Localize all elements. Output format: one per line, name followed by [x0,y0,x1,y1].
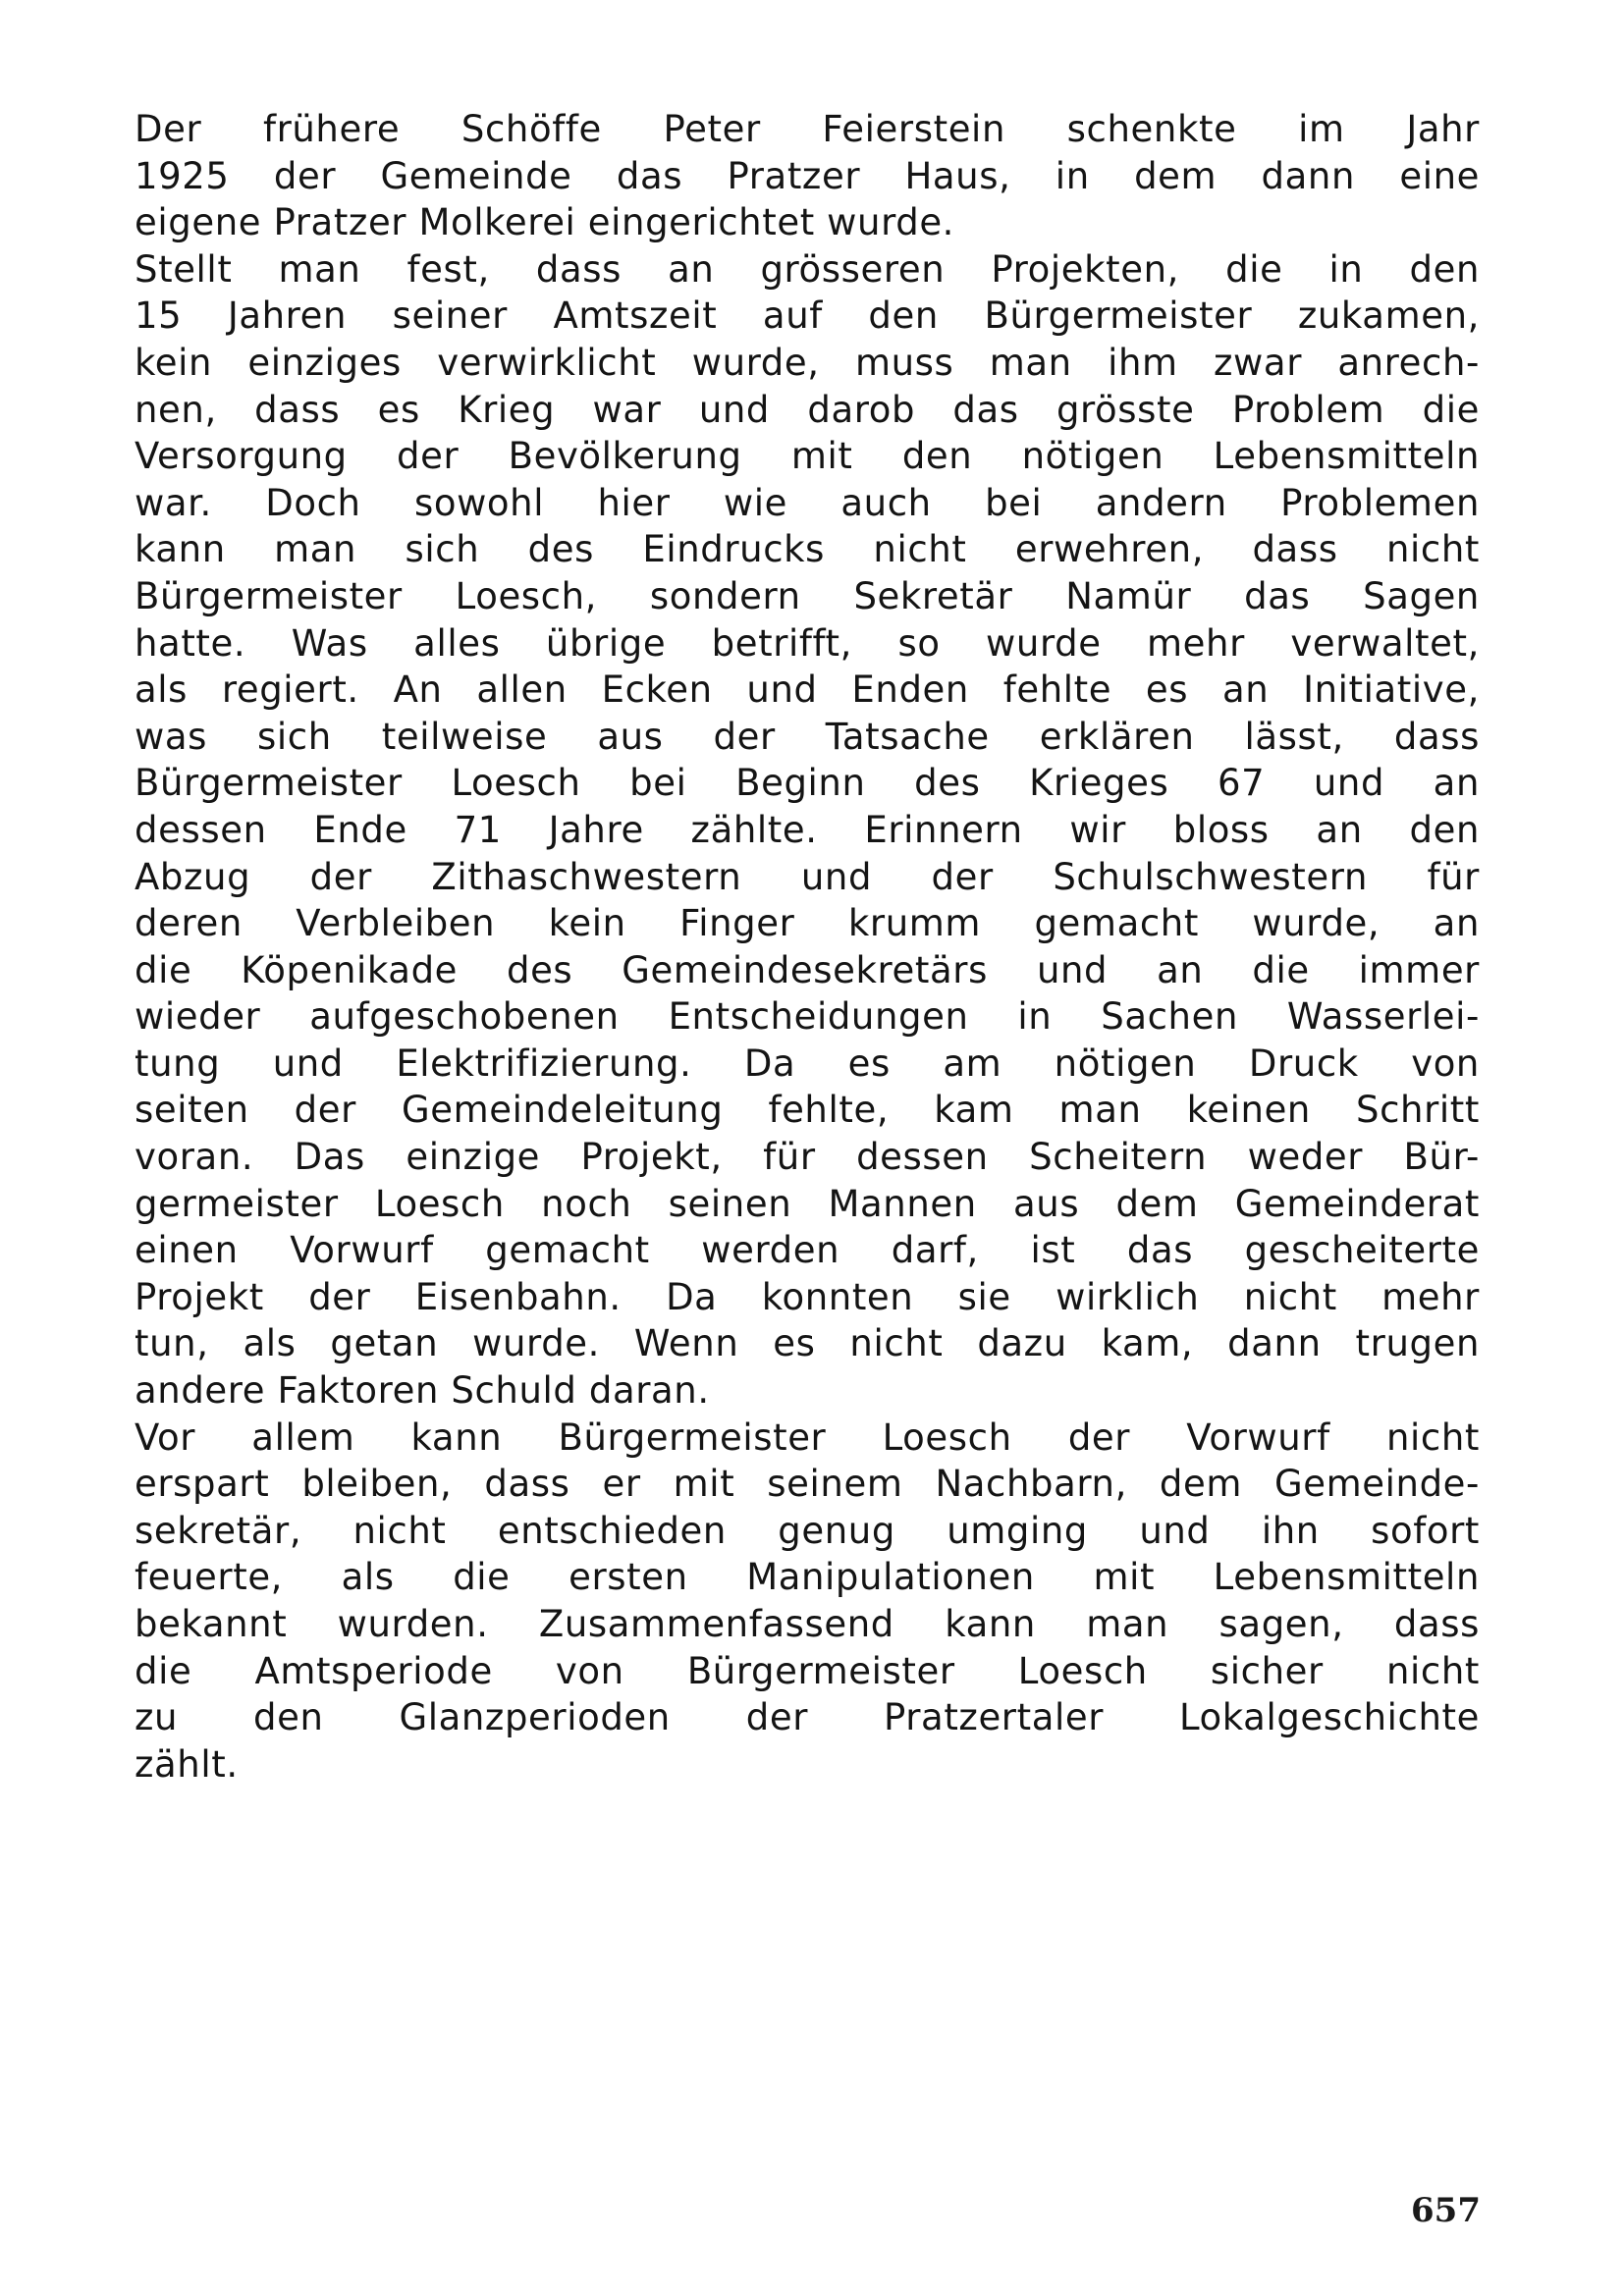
text-line-10: kann man sich des Eindrucks nicht erwehren, dass nicht [135,528,1480,571]
text-line-7: nen, dass es Krieg war und darob das grösste Problem die [135,388,1480,431]
text-line-31: sekretär, nicht entschieden genug umging und ihn sofort [135,1509,1480,1552]
text-line-35: zu den Glanzperioden der Pratzertaler Lokalgeschichte [135,1696,1480,1739]
text-line-33: bekannt wurden. Zusammenfassend kann man sagen, dass [135,1603,1480,1645]
text-line-17: Abzug der Zithaschwestern und der Schulschwestern für [135,855,1480,898]
text-line-11: Bürgermeister Loesch, sondern Sekretär Namür das Sagen [135,574,1480,617]
text-line-23: voran. Das einzige Projekt, für dessen Scheitern weder Bür- [135,1136,1480,1179]
page-number: 657 [1411,2191,1481,2230]
text-line-9: war. Doch sowohl hier wie auch bei andern Problemen [135,481,1480,524]
text-line-3: eigene Pratzer Molkerei eingerichtet wurde. [135,201,955,244]
text-line-14: was sich teilweise aus der Tatsache erklären lässt, dass [135,715,1480,758]
text-line-5: 15 Jahren seiner Amtszeit auf den Bürgermeister zukamen, [135,294,1480,338]
text-line-32: feuerte, als die ersten Manipulationen mit Lebensmitteln [135,1556,1480,1599]
text-line-4: Stellt man fest, dass an grösseren Projekten, die in den [135,247,1480,291]
text-line-16: dessen Ende 71 Jahre zählte. Erinnern wir bloss an den [135,808,1480,851]
text-line-36: zählt. [135,1742,239,1786]
text-line-29: Vor allem kann Bürgermeister Loesch der Vorwurf nicht [135,1415,1480,1459]
text-line-15: Bürgermeister Loesch bei Beginn des Krieges 67 und an [135,762,1480,805]
text-line-13: als regiert. An allen Ecken und Enden fehlte es an Initiative, [135,668,1480,712]
text-line-28: andere Faktoren Schuld daran. [135,1369,710,1413]
text-line-30: erspart bleiben, dass er mit seinem Nachbarn, dem Gemeinde- [135,1463,1480,1506]
body-text [135,106,1480,1788]
text-line-12: hatte. Was alles übrige betrifft, so wurde mehr verwaltet, [135,621,1480,665]
text-line-26: Projekt der Eisenbahn. Da konnten sie wirklich nicht mehr [135,1275,1480,1318]
text-line-21: tung und Elektrifizierung. Da es am nötigen Druck von [135,1041,1480,1085]
text-line-22: seiten der Gemeindeleitung fehlte, kam man keinen Schritt [135,1089,1480,1132]
text-line-6: kein einziges verwirklicht wurde, muss man ihm zwar anrech- [135,341,1480,384]
text-line-25: einen Vorwurf gemacht werden darf, ist das gescheiterte [135,1229,1480,1272]
text-line-2: 1925 der Gemeinde das Pratzer Haus, in dem dann eine [135,154,1480,197]
text-line-24: germeister Loesch noch seinen Mannen aus dem Gemeinderat [135,1182,1480,1225]
text-line-8: Versorgung der Bevölkerung mit den nötigen Lebensmitteln [135,435,1480,478]
text-line-34: die Amtsperiode von Bürgermeister Loesch sicher nicht [135,1649,1480,1692]
text-line-19: die Köpenikade des Gemeindesekretärs und an die immer [135,948,1480,991]
text-line-1: Der frühere Schöffe Peter Feierstein schenkte im Jahr [135,108,1480,150]
text-line-27: tun, als getan wurde. Wenn es nicht dazu kam, dann trugen [135,1322,1480,1365]
text-line-18: deren Verbleiben kein Finger krumm gemacht wurde, an [135,902,1480,945]
text-line-20: wieder aufgeschobenen Entscheidungen in Sachen Wasserlei- [135,995,1480,1039]
